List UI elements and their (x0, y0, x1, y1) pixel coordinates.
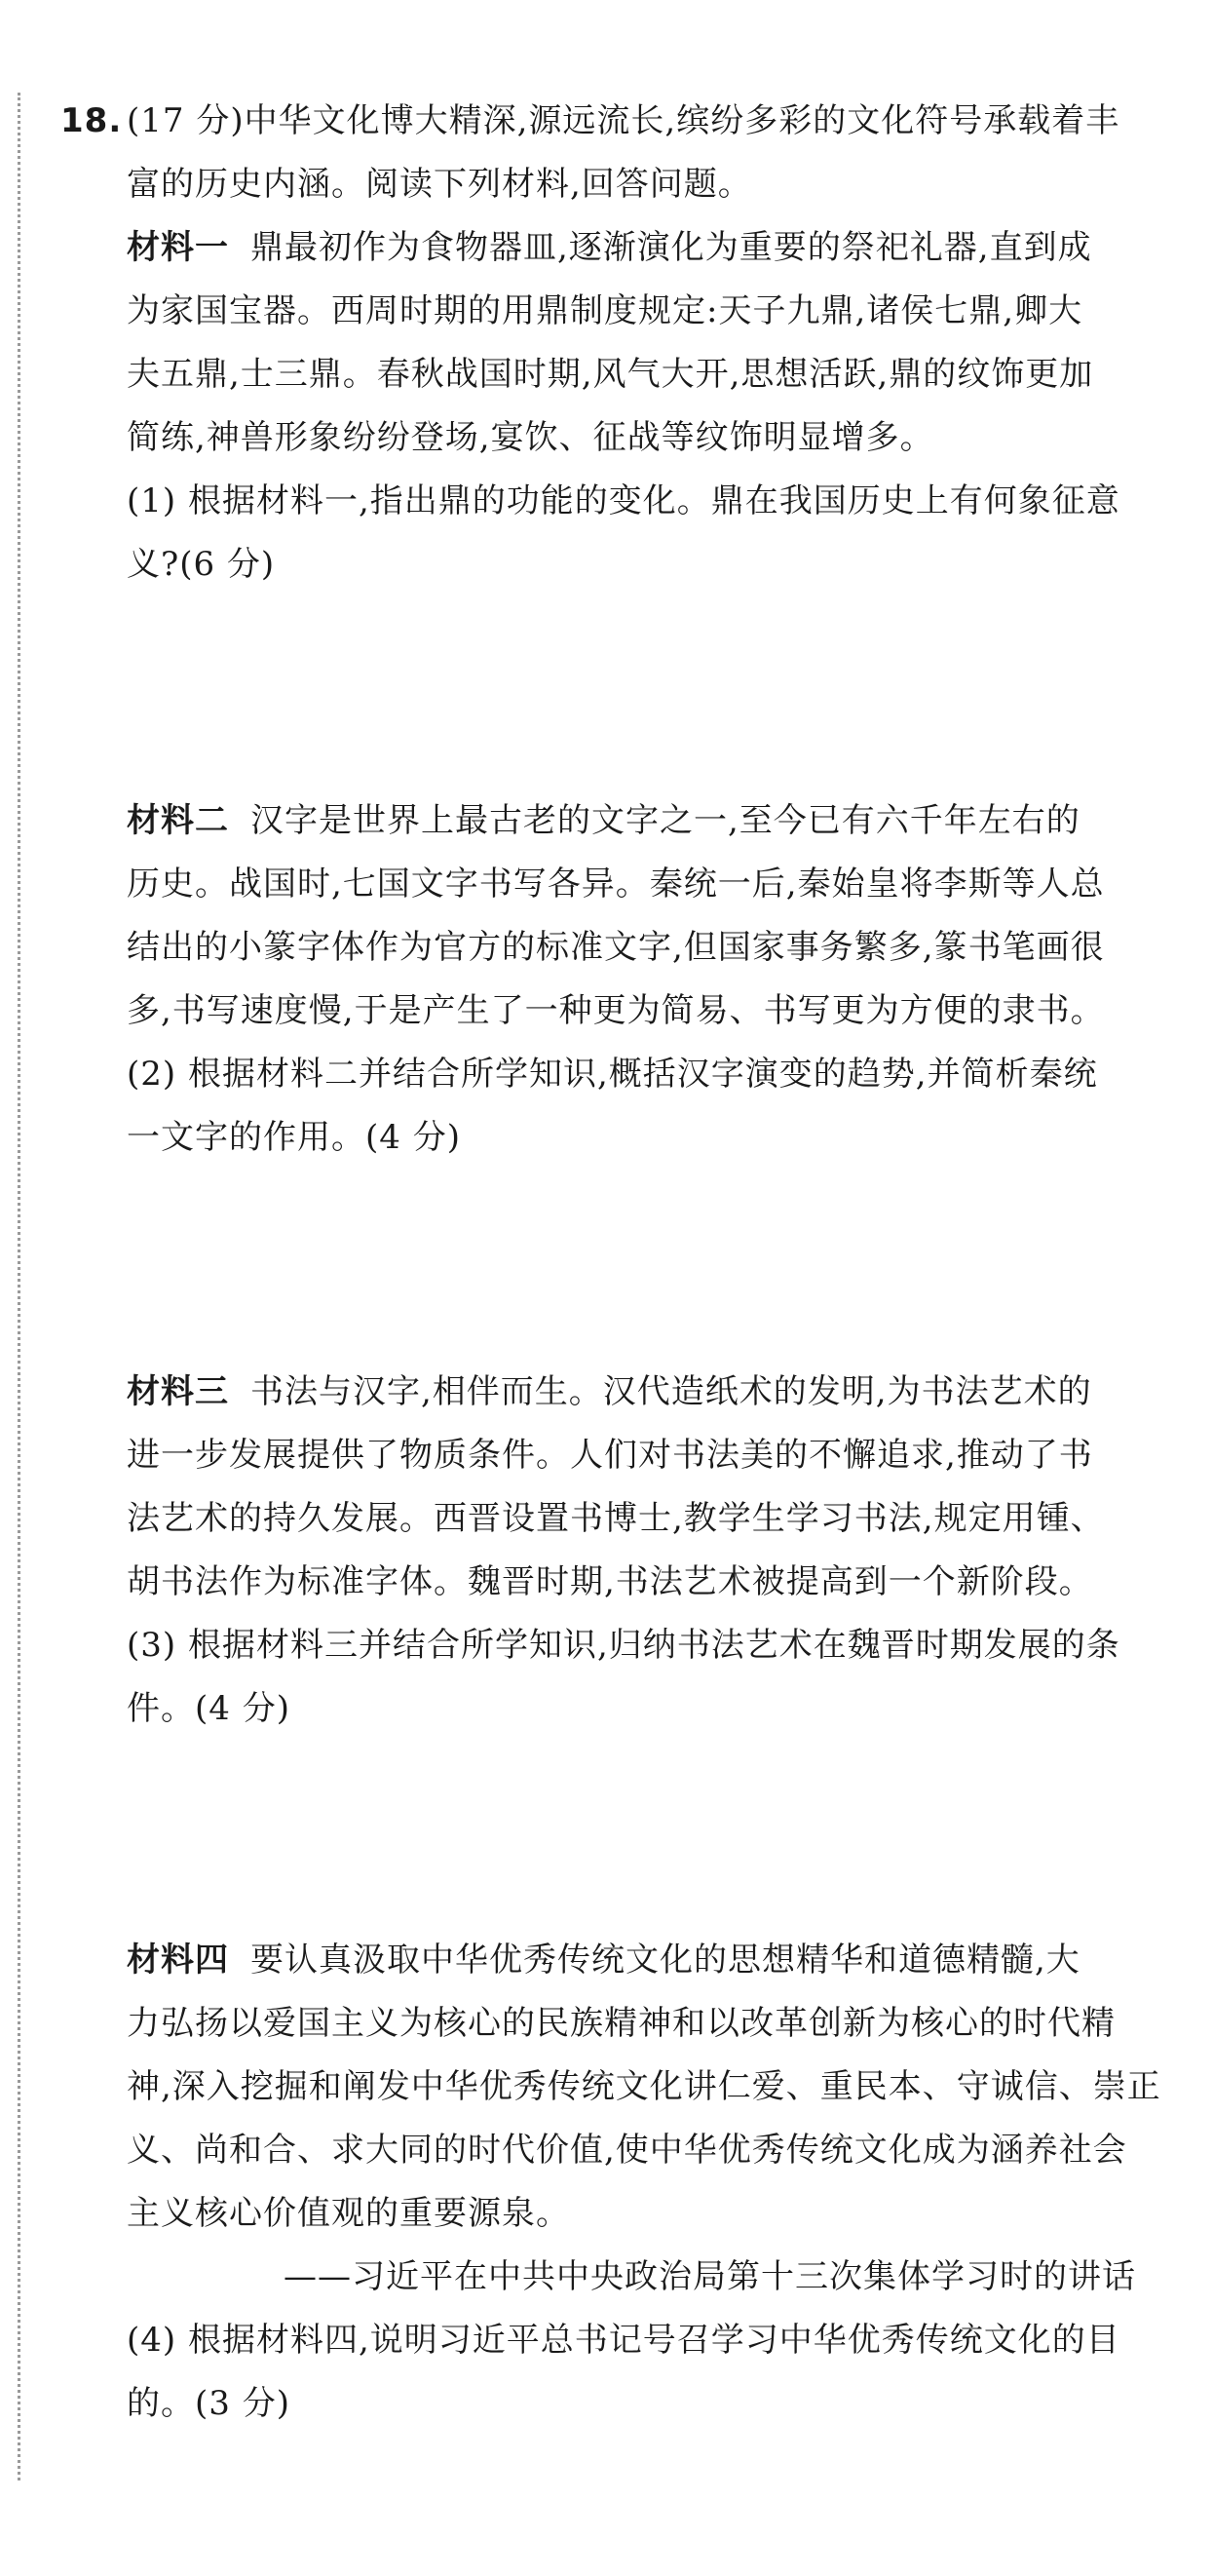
subquestion4-line-2: 的。(3 分) (127, 2384, 290, 2423)
material4-line-3: 神,深入挖掘和阐发中华优秀传统文化讲仁爱、重民本、守诚信、崇正 (127, 2067, 1161, 2106)
material3-line-3: 法艺术的持久发展。西晋设置书博士,教学生学习书法,规定用锺、 (127, 1499, 1105, 1538)
subquestion2-line-2: 一文字的作用。(4 分) (127, 1118, 461, 1157)
question-intro-line-1 (60, 90, 1142, 153)
subquestion1-line-2: 义?(6 分) (127, 545, 276, 584)
question-intro-text-1: (17 分)中华文化博大精深,源远流长,缤纷多彩的文化符号承载着丰 (127, 101, 1120, 140)
question-intro-line-2: 富的历史内涵。阅读下列材料,回答问题。 (127, 165, 752, 204)
material2-line-4: 多,书写速度慢,于是产生了一种更为简易、书写更为方便的隶书。 (127, 991, 1105, 1030)
material4-label: 材料四 (127, 1941, 229, 1980)
material2-line-3: 结出的小篆字体作为官方的标准文字,但国家事务繁多,篆书笔画很 (127, 928, 1105, 967)
material1-line-3: 夫五鼎,士三鼎。春秋战国时期,风气大开,思想活跃,鼎的纹饰更加 (127, 355, 1094, 394)
subquestion4-line-1: (4) 根据材料四,说明习近平总书记号召学习中华优秀传统文化的目 (127, 2321, 1120, 2360)
question-number: 18. (60, 101, 123, 140)
material4-line-2: 力弘扬以爱国主义为核心的民族精神和以改革创新为核心的时代精 (127, 2004, 1116, 2043)
material1-label: 材料一 (127, 228, 229, 267)
material1-text-1: 鼎最初作为食物器皿,逐渐演化为重要的祭祀礼器,直到成 (250, 228, 1092, 267)
material4-source: ——习近平在中共中央政治局第十三次集体学习时的讲话 (284, 2257, 1136, 2296)
answer-space-2[interactable] (60, 1170, 1142, 1361)
answer-space-3[interactable] (60, 1741, 1142, 1929)
material2-line-1 (60, 789, 1142, 853)
question-page (60, 90, 1161, 2436)
subquestion3-line-1: (3) 根据材料三并结合所学知识,归纳书法艺术在魏晋时期发展的条 (127, 1626, 1120, 1665)
material4-line-4: 义、尚和合、求大同的时代价值,使中华优秀传统文化成为涵养社会 (127, 2131, 1127, 2170)
material3-line-4: 胡书法作为标准字体。魏晋时期,书法艺术被提高到一个新阶段。 (127, 1562, 1093, 1601)
material4-line-5: 主义核心价值观的重要源泉。 (127, 2194, 570, 2233)
material3-text-1: 书法与汉字,相伴而生。汉代造纸术的发明,为书法艺术的 (250, 1372, 1092, 1411)
material1-line-2: 为家国宝器。西周时期的用鼎制度规定:天子九鼎,诸侯七鼎,卿大 (127, 291, 1083, 330)
subquestion1-line-1: (1) 根据材料一,指出鼎的功能的变化。鼎在我国历史上有何象征意 (127, 481, 1120, 520)
material4-text-1: 要认真汲取中华优秀传统文化的思想精华和道德精髓,大 (250, 1941, 1080, 1980)
subquestion3-line-2: 件。(4 分) (127, 1689, 290, 1728)
material1-line-4: 简练,神兽形象纷纷登场,宴饮、征战等纹饰明显增多。 (127, 418, 934, 457)
material4-line-1 (60, 1929, 1142, 1992)
material3-label: 材料三 (127, 1372, 229, 1411)
binding-margin-rule (18, 93, 20, 2480)
material3-line-1 (60, 1361, 1142, 1424)
subquestion2-line-1: (2) 根据材料二并结合所学知识,概括汉字演变的趋势,并简析秦统 (127, 1055, 1098, 1094)
material1-line-1 (60, 216, 1142, 280)
answer-space-1[interactable] (60, 596, 1142, 789)
material2-label: 材料二 (127, 801, 229, 840)
material2-text-1: 汉字是世界上最古老的文字之一,至今已有六千年左右的 (250, 801, 1080, 840)
material2-line-2: 历史。战国时,七国文字书写各异。秦统一后,秦始皇将李斯等人总 (127, 865, 1105, 904)
material3-line-2: 进一步发展提供了物质条件。人们对书法美的不懈追求,推动了书 (127, 1436, 1093, 1475)
